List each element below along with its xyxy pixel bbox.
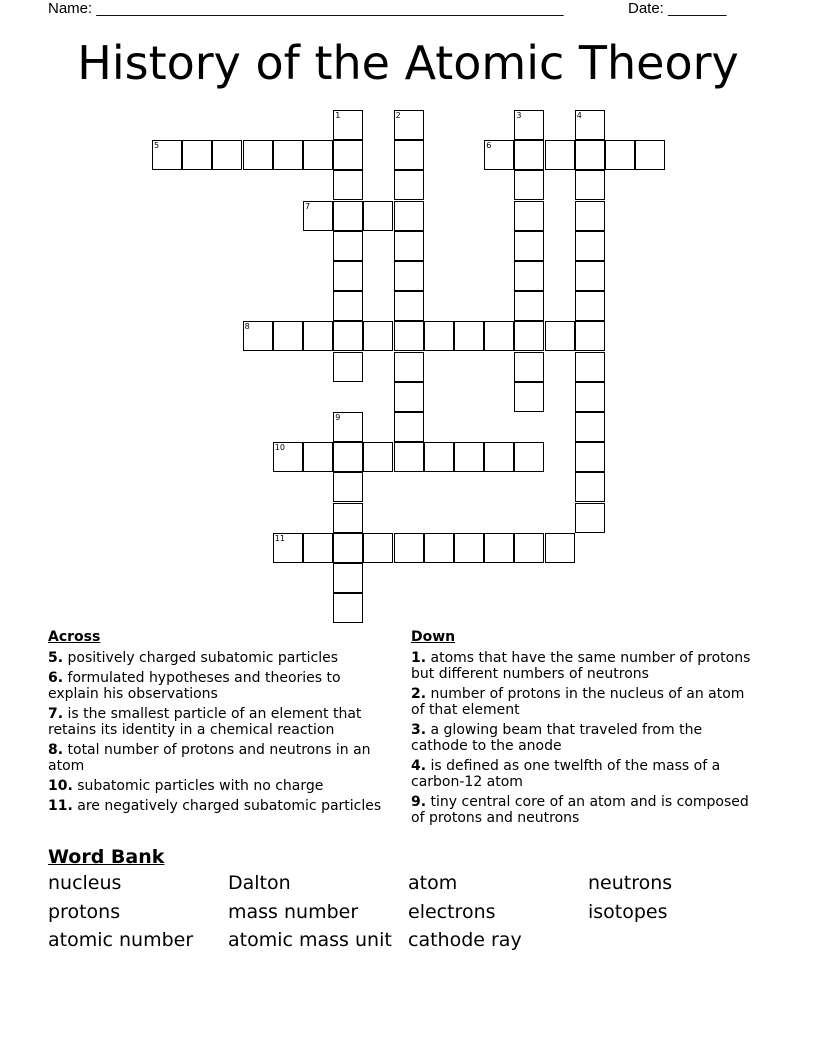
crossword-cell[interactable] — [575, 201, 605, 231]
crossword-cell[interactable] — [394, 382, 424, 412]
crossword-cell[interactable] — [575, 110, 605, 140]
crossword-cell[interactable] — [273, 140, 303, 170]
clue-text: number of protons in the nucleus of an atom of that element — [411, 686, 745, 718]
clue-number: 9. — [411, 794, 427, 810]
crossword-cell[interactable] — [575, 231, 605, 261]
clue-number: 4. — [411, 758, 427, 774]
crossword-cell[interactable] — [243, 140, 273, 170]
clue-number: 11. — [48, 798, 73, 814]
crossword-cell[interactable] — [273, 533, 303, 563]
crossword-cell[interactable] — [454, 533, 484, 563]
crossword-cell[interactable] — [303, 140, 333, 170]
crossword-cell[interactable] — [514, 231, 544, 261]
cell-number: 6 — [486, 141, 492, 151]
crossword-cell[interactable] — [454, 442, 484, 472]
crossword-cell[interactable] — [212, 140, 242, 170]
cell-number: 2 — [395, 111, 401, 120]
down-heading: Down — [411, 629, 456, 645]
crossword-cell[interactable] — [394, 291, 424, 321]
crossword-cell[interactable] — [333, 201, 363, 231]
word-bank-item: electrons — [408, 900, 496, 923]
across-clue-6 — [48, 670, 393, 702]
crossword-cell[interactable] — [484, 442, 514, 472]
clue-text: positively charged subatomic particles — [67, 650, 339, 666]
cell-number: 11 — [274, 533, 285, 543]
crossword-cell[interactable] — [394, 412, 424, 442]
crossword-cell[interactable] — [394, 140, 424, 170]
name-field-label[interactable]: Name: ________________________________________________________ — [48, 0, 564, 17]
crossword-cell[interactable] — [514, 533, 544, 563]
across-heading: Across — [48, 629, 101, 645]
crossword-cell[interactable] — [333, 503, 363, 533]
word-bank-item: atom — [408, 872, 458, 894]
word-bank-item: atomic mass unit — [228, 929, 392, 951]
crossword-cell[interactable] — [424, 321, 454, 351]
crossword-cell[interactable] — [394, 201, 424, 231]
crossword-cell[interactable] — [514, 291, 544, 321]
crossword-cell[interactable] — [545, 140, 575, 170]
crossword-cell[interactable] — [394, 261, 424, 291]
cell-number: 7 — [305, 201, 311, 211]
clue-number: 6. — [48, 670, 64, 686]
crossword-cell[interactable] — [333, 352, 363, 382]
clue-number: 3. — [411, 722, 427, 738]
clue-text: total number of protons and neutrons in an atom — [48, 742, 371, 774]
crossword-cell[interactable] — [575, 170, 605, 200]
crossword-cell[interactable] — [394, 442, 424, 472]
clue-number: 1. — [411, 650, 427, 666]
crossword-cell[interactable] — [575, 291, 605, 321]
crossword-cell[interactable] — [575, 140, 605, 170]
word-bank — [48, 872, 768, 952]
clue-text: are negatively charged subatomic particles — [77, 798, 382, 814]
word-bank-item: neutrons — [588, 872, 673, 894]
crossword-cell[interactable] — [333, 110, 363, 140]
clue-number: 10. — [48, 778, 73, 794]
crossword-cell[interactable] — [333, 231, 363, 261]
crossword-cell[interactable] — [333, 412, 363, 442]
crossword-cell[interactable] — [484, 321, 514, 351]
word-bank-item: Dalton — [228, 872, 291, 894]
crossword-cell[interactable] — [514, 321, 544, 351]
crossword-cell[interactable] — [333, 533, 363, 563]
cell-number: 4 — [576, 111, 582, 120]
clue-text: subatomic particles with no charge — [77, 778, 324, 794]
crossword-cell[interactable] — [333, 442, 363, 472]
crossword-cell[interactable] — [484, 533, 514, 563]
date-field-label[interactable]: Date: _______ — [628, 0, 727, 17]
clue-text: is defined as one twelfth of the mass of a carbon-12 atom — [411, 758, 721, 790]
down-clues — [411, 629, 761, 830]
crossword-cell[interactable] — [635, 140, 665, 170]
crossword-cell[interactable] — [514, 140, 544, 170]
crossword-cell[interactable] — [333, 140, 363, 170]
crossword-cell[interactable] — [394, 110, 424, 140]
across-clue-11 — [48, 798, 393, 814]
across-clue-10 — [48, 778, 393, 794]
crossword-cell[interactable] — [394, 352, 424, 382]
crossword-cell[interactable] — [575, 412, 605, 442]
crossword-cell[interactable] — [514, 170, 544, 200]
word-bank-item: mass number — [228, 900, 359, 923]
crossword-cell[interactable] — [303, 442, 333, 472]
crossword-cell[interactable] — [575, 321, 605, 351]
down-clue-1 — [411, 650, 761, 682]
word-bank-title: Word Bank — [48, 846, 165, 868]
word-bank-item: isotopes — [588, 900, 668, 923]
clue-number: 8. — [48, 742, 64, 758]
cell-number: 8 — [244, 322, 250, 332]
crossword-cell[interactable] — [363, 201, 393, 231]
clue-number: 5. — [48, 650, 64, 666]
crossword-cell[interactable] — [333, 321, 363, 351]
crossword-cell[interactable] — [333, 170, 363, 200]
crossword-cell[interactable] — [545, 321, 575, 351]
down-clue-4 — [411, 758, 761, 790]
crossword-cell[interactable] — [514, 442, 544, 472]
crossword-cell[interactable] — [484, 140, 514, 170]
crossword-cell[interactable] — [303, 201, 333, 231]
crossword-cell[interactable] — [182, 140, 212, 170]
crossword-cell[interactable] — [394, 533, 424, 563]
clue-text: a glowing beam that traveled from the cathode to the anode — [411, 722, 703, 754]
crossword-cell[interactable] — [424, 533, 454, 563]
clue-text: formulated hypotheses and theories to explain his observations — [48, 670, 341, 702]
crossword-cell[interactable] — [333, 291, 363, 321]
cell-number: 10 — [274, 443, 285, 453]
crossword-cell[interactable] — [514, 201, 544, 231]
crossword-cell[interactable] — [575, 382, 605, 412]
crossword-cell[interactable] — [243, 321, 273, 351]
clue-text: atoms that have the same number of protons but different numbers of neutrons — [411, 650, 751, 682]
crossword-cell[interactable] — [152, 140, 182, 170]
down-clue-2 — [411, 686, 761, 718]
crossword-cell[interactable] — [273, 442, 303, 472]
crossword-cell[interactable] — [514, 261, 544, 291]
across-clue-7 — [48, 706, 393, 738]
crossword-cell[interactable] — [333, 472, 363, 502]
crossword-cell[interactable] — [394, 170, 424, 200]
crossword-cell[interactable] — [363, 321, 393, 351]
clue-text: is the smallest particle of an element that retains its identity in a chemical reaction — [48, 706, 362, 738]
crossword-cell[interactable] — [394, 231, 424, 261]
crossword-cell[interactable] — [303, 321, 333, 351]
across-clue-8 — [48, 742, 393, 774]
word-bank-item: atomic number — [48, 929, 194, 951]
crossword-cell[interactable] — [273, 321, 303, 351]
word-bank-item: nucleus — [48, 872, 122, 894]
cell-number: 1 — [335, 111, 341, 120]
crossword-cell[interactable] — [545, 533, 575, 563]
down-clue-3 — [411, 722, 761, 754]
down-clue-9 — [411, 794, 761, 826]
crossword-cell[interactable] — [575, 472, 605, 502]
crossword-cell[interactable] — [394, 321, 424, 351]
crossword-cell[interactable] — [575, 442, 605, 472]
crossword-cell[interactable] — [454, 321, 484, 351]
crossword-cell[interactable] — [363, 533, 393, 563]
cell-number: 5 — [154, 141, 160, 151]
word-bank-item: cathode ray — [408, 929, 522, 951]
page-title: History of the Atomic Theory — [77, 36, 739, 90]
crossword-cell[interactable] — [333, 563, 363, 593]
header — [48, 0, 748, 20]
across-clues — [48, 629, 393, 818]
crossword-cell[interactable] — [424, 442, 454, 472]
cell-number: 9 — [335, 413, 341, 422]
crossword-cell[interactable] — [575, 352, 605, 382]
crossword-cell[interactable] — [514, 352, 544, 382]
across-clue-5 — [48, 650, 393, 666]
crossword-cell[interactable] — [363, 442, 393, 472]
crossword-cell[interactable] — [575, 503, 605, 533]
cell-number: 3 — [516, 111, 522, 120]
word-bank-item: protons — [48, 900, 121, 923]
crossword-cell[interactable] — [514, 382, 544, 412]
crossword-cell[interactable] — [605, 140, 635, 170]
crossword-cell[interactable] — [303, 533, 333, 563]
crossword-cell[interactable] — [333, 261, 363, 291]
crossword-cell[interactable] — [575, 261, 605, 291]
clue-text: tiny central core of an atom and is composed of protons and neutrons — [411, 794, 749, 826]
crossword-cell[interactable] — [333, 593, 363, 623]
clue-number: 7. — [48, 706, 64, 722]
crossword-cell[interactable] — [514, 110, 544, 140]
clue-number: 2. — [411, 686, 427, 702]
